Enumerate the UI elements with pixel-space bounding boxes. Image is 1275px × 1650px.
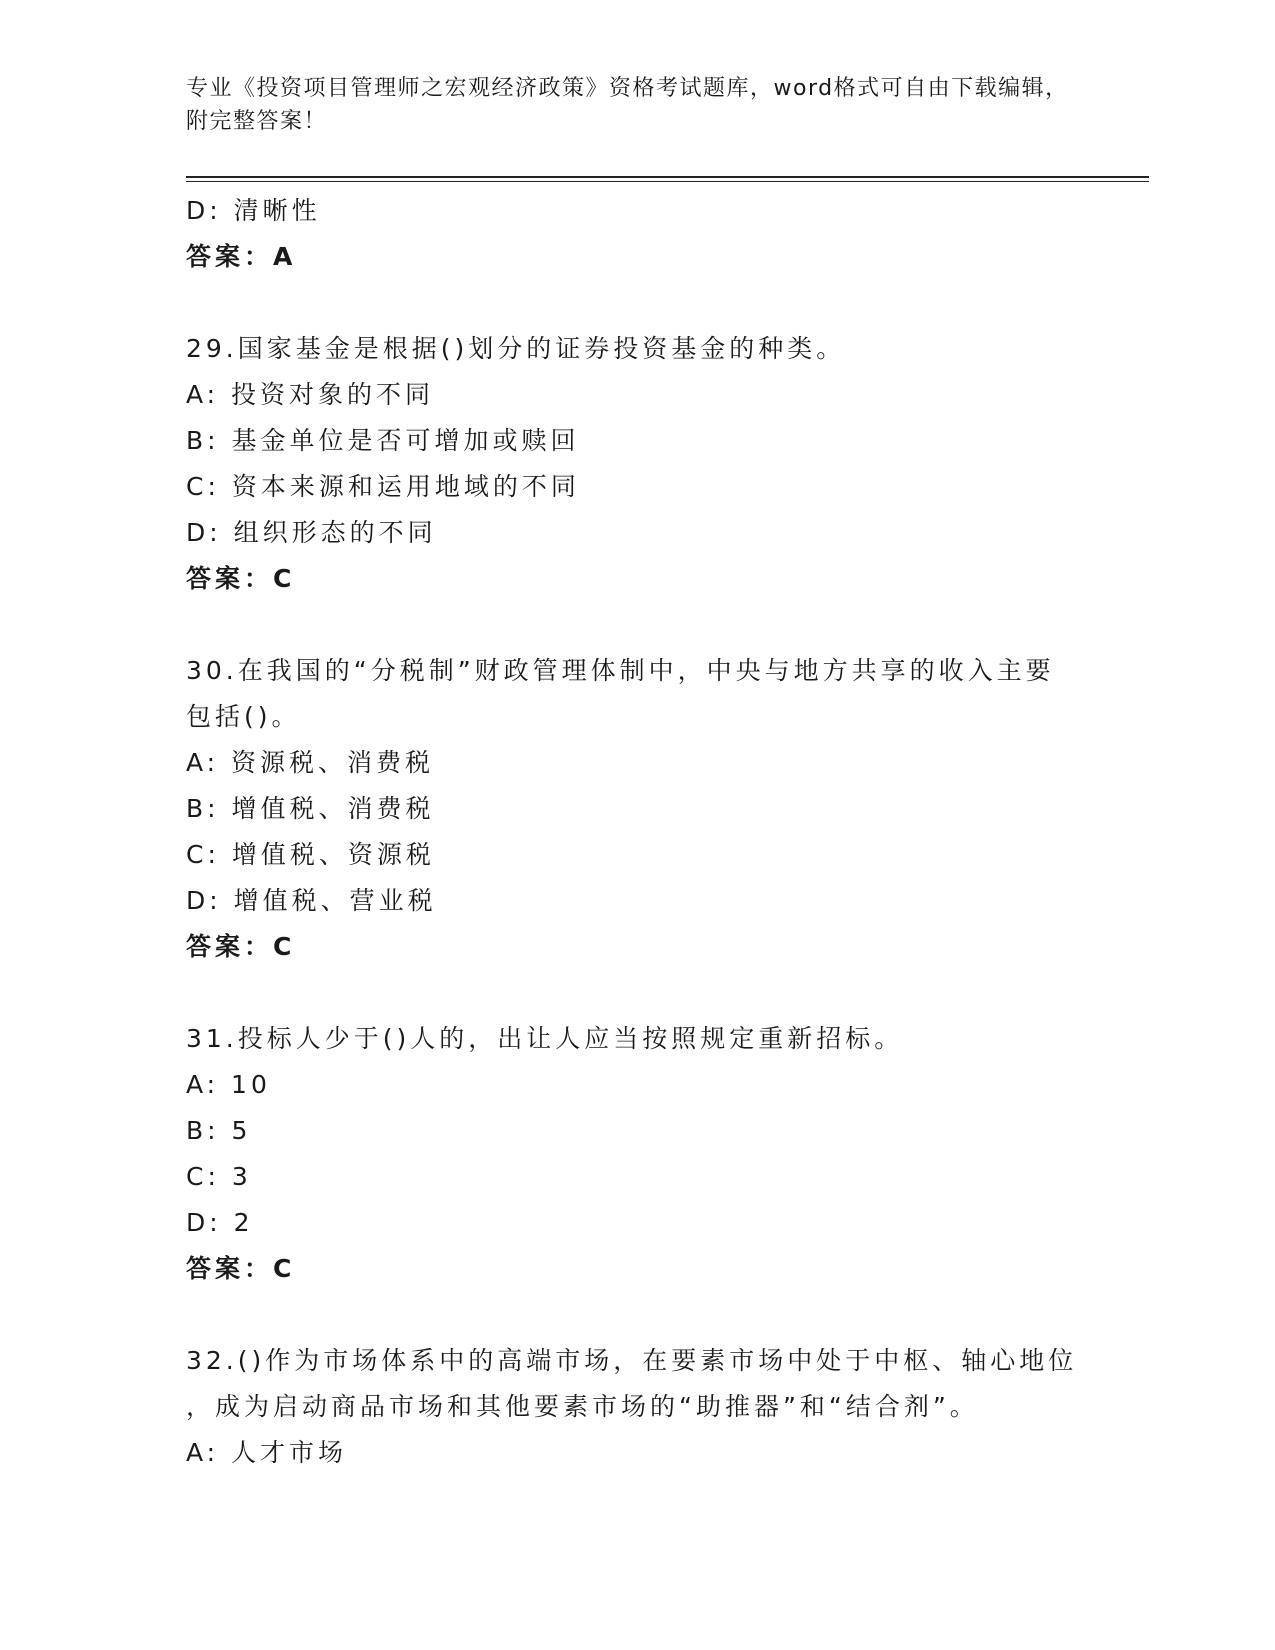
answer: 答案：C: [186, 932, 296, 961]
question-31: [186, 1016, 1086, 1292]
spacer: [186, 602, 1086, 648]
question-stem-line-2: ，成为启动商品市场和其他要素市场的“助推器”和“结合剂”。: [186, 1392, 979, 1421]
option-b: B: 5: [186, 1116, 252, 1145]
question-28-tail: [186, 188, 1086, 280]
question-stem-line-1: 30.在我国的“分税制”财政管理体制中，中央与地方共享的收入主要: [186, 656, 1055, 685]
spacer: [186, 280, 1086, 326]
option-b: B: 基金单位是否可增加或赎回: [186, 426, 580, 455]
option-d: D: 清晰性: [186, 196, 321, 225]
page-header: [186, 72, 1086, 138]
answer: 答案：C: [186, 1254, 296, 1283]
option-c: C: 增值税、资源税: [186, 840, 435, 869]
spacer: [186, 970, 1086, 1016]
question-32: [186, 1338, 1086, 1476]
option-a: A: 投资对象的不同: [186, 380, 435, 409]
option-d: D: 增值税、营业税: [186, 886, 437, 915]
option-a: A: 10: [186, 1070, 271, 1099]
question-30: [186, 648, 1086, 970]
option-d: D: 组织形态的不同: [186, 518, 437, 547]
question-list: [186, 188, 1086, 1476]
option-a: A: 资源税、消费税: [186, 748, 435, 777]
spacer: [186, 1292, 1086, 1338]
question-stem: 31.投标人少于()人的，出让人应当按照规定重新招标。: [186, 1024, 904, 1053]
option-c: C: 资本来源和运用地域的不同: [186, 472, 580, 501]
question-stem-line-2: 包括()。: [186, 702, 301, 731]
option-a: A: 人才市场: [186, 1438, 348, 1467]
question-stem: 29.国家基金是根据()划分的证券投资基金的种类。: [186, 334, 846, 363]
header-divider-thin: [186, 181, 1149, 182]
option-d: D: 2: [186, 1208, 254, 1237]
option-b: B: 增值税、消费税: [186, 794, 435, 823]
question-stem-line-1: 32.()作为市场体系中的高端市场，在要素市场中处于中枢、轴心地位: [186, 1346, 1078, 1375]
header-text: 专业《投资项目管理师之宏观经济政策》资格考试题库，word格式可自由下载编辑，附完整答案！: [186, 76, 1069, 134]
answer: 答案：C: [186, 564, 296, 593]
option-c: C: 3: [186, 1162, 252, 1191]
answer: 答案：A: [186, 242, 297, 271]
question-29: [186, 326, 1086, 602]
header-divider-thick: [186, 176, 1149, 178]
